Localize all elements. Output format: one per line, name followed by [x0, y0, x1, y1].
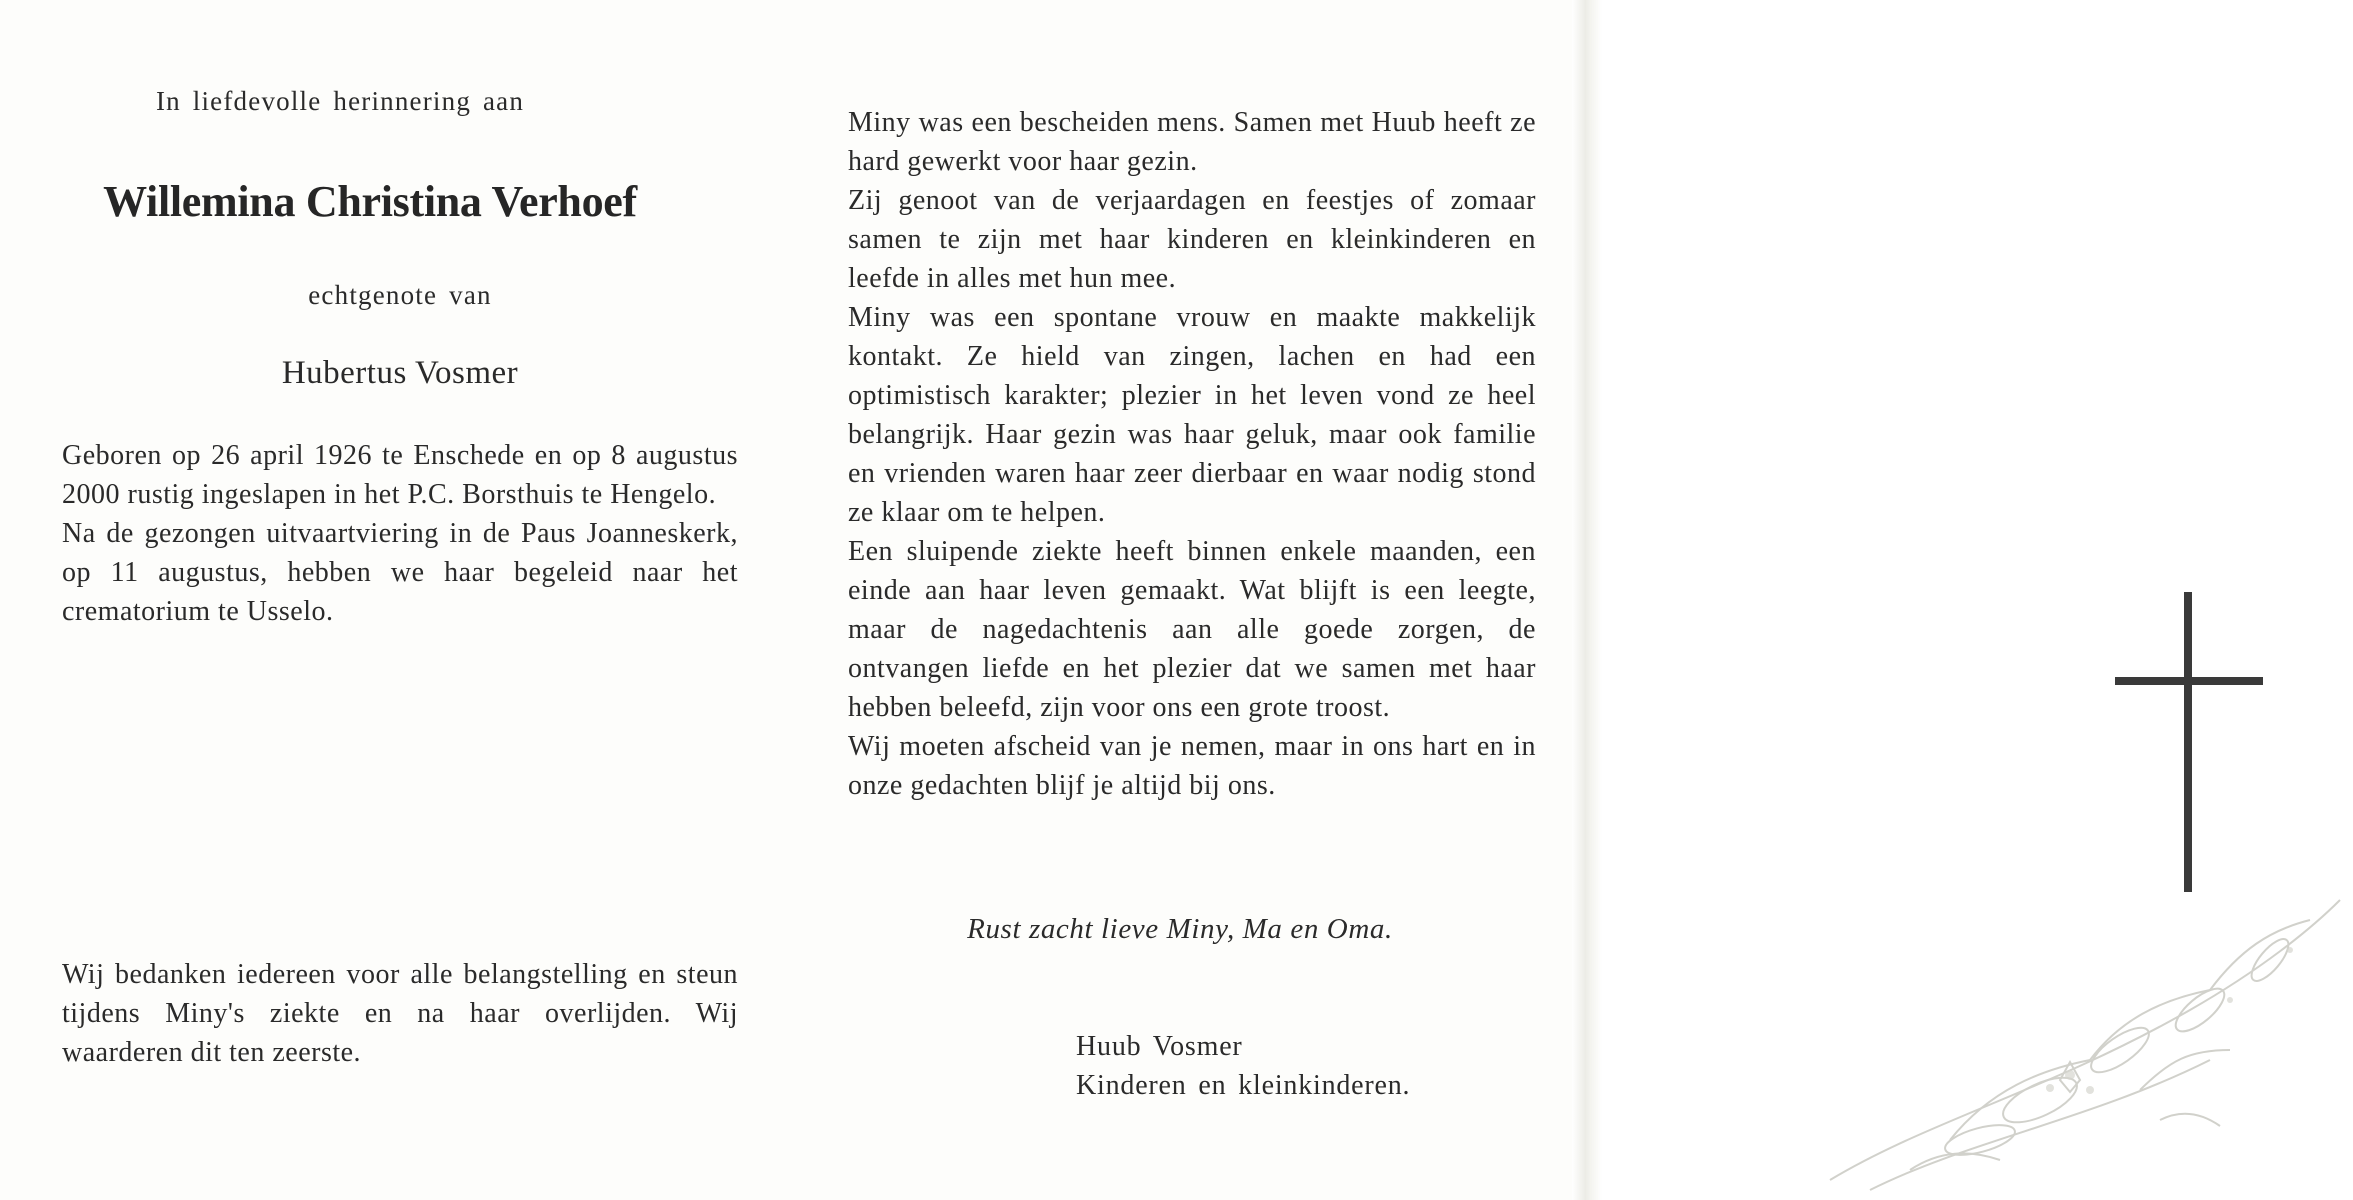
thanks-text: [62, 955, 738, 1072]
spouse-of-label: echtgenote van: [308, 280, 492, 310]
deceased-name: Willemina Christina Verhoef: [103, 177, 637, 226]
floral-ornament-icon: [1790, 890, 2350, 1200]
remembrance-paragraph: Een sluipende ziekte heeft binnen enkele maanden, een einde aan haar leven gemaakt. Wat blijft is een leegte, maar de nagedachtenis aan alle goede zorgen, de ontvangen liefde en het plezier dat we samen met haar hebben beleefd, zijn voor ons een grote troost.: [848, 536, 1536, 723]
signoff-family: Kinderen en kleinkinderen.: [1076, 1070, 1411, 1101]
birth-death-paragraph: Geboren op 26 april 1926 te Enschede en op 8 augustus 2000 rustig ingeslapen in het P.C. Borsthuis te Hengelo.: [62, 440, 738, 510]
remembrance-paragraph: Miny was een bescheiden mens. Samen met Huub heeft ze hard gewerkt voor haar gezin.: [848, 107, 1536, 177]
spouse-name: Hubertus Vosmer: [281, 355, 519, 391]
signoff: [1076, 1027, 1536, 1105]
remembrance-paragraph: Wij moeten afscheid van je nemen, maar in ons hart en in onze gedachten blijf je altijd bij ons.: [848, 731, 1536, 801]
funeral-paragraph: Na de gezongen uitvaartviering in de Paus Joanneskerk, op 11 augustus, hebben we haar begeleid naar het crematorium te Usselo.: [62, 518, 738, 627]
biography-text: [62, 436, 738, 631]
motto: Rust zacht lieve Miny, Ma en Oma.: [967, 913, 1393, 945]
signoff-name: Huub Vosmer: [1076, 1031, 1243, 1062]
thanks-paragraph: Wij bedanken iedereen voor alle belangstelling en steun tijdens Miny's ziekte en na haar overlijden. Wij waarderen dit ten zeerste.: [62, 959, 738, 1068]
card-fold: [1572, 0, 1602, 1200]
intro-line: In liefdevolle herinnering aan: [155, 86, 525, 116]
remembrance-paragraph: Miny was een spontane vrouw en maakte makkelijk kontakt. Ze hield van zingen, lachen en had een optimistisch karakter; plezier in het leven vond ze heel belangrijk. Haar gezin was haar geluk, maar ook familie en vrienden waren haar zeer dierbaar en waar nodig stond ze klaar om te helpen.: [848, 302, 1536, 528]
cross-icon: [2115, 592, 2263, 892]
remembrance-text: [848, 103, 1536, 805]
remembrance-paragraph: Zij genoot van de verjaardagen en feestjes of zomaar samen te zijn met haar kinderen en kleinkinderen en leefde in alles met hun mee.: [848, 185, 1536, 294]
